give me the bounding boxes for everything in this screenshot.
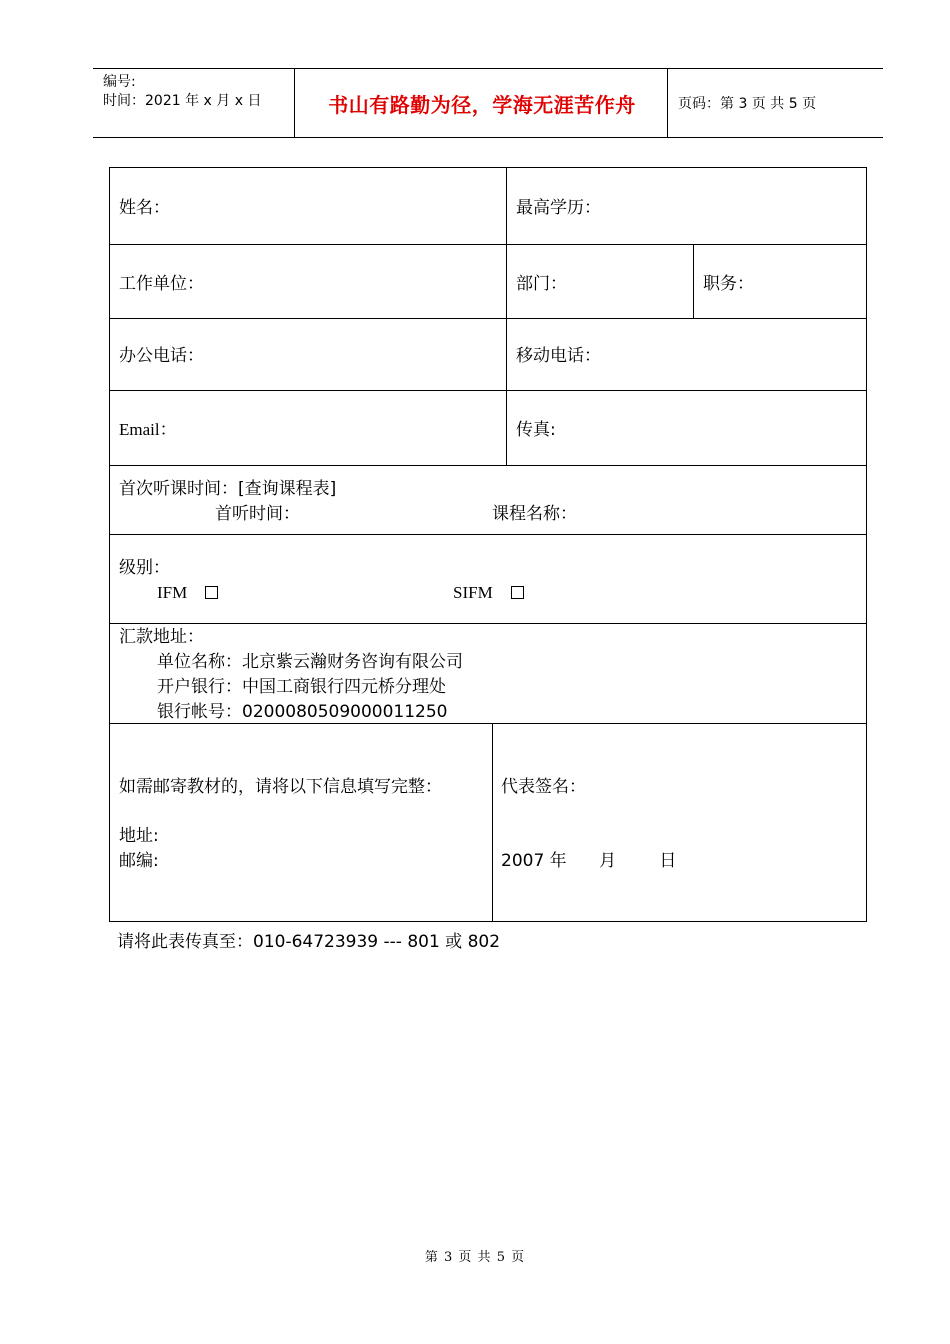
page-header [93, 68, 883, 138]
employer-label: 工作单位： [119, 274, 204, 294]
header-page-label: 页码：第 3 页 共 5 页 [678, 96, 817, 112]
header-divider [294, 69, 295, 137]
name-label: 姓名： [119, 198, 170, 218]
position-label: 职务： [703, 274, 754, 294]
column-divider [506, 168, 507, 465]
address-label: 地址: [119, 826, 159, 846]
row-divider [110, 623, 866, 624]
postcode-label: 邮编: [119, 851, 159, 871]
bank-line: 开户银行：中国工商银行四元桥分理处 [157, 677, 446, 697]
level-label: 级别： [119, 558, 170, 578]
office-phone-label: 办公电话： [119, 346, 204, 366]
account-line: 银行帐号：0200080509000011250 [157, 702, 448, 722]
page-footer: 第 3 页 共 5 页 [424, 1250, 526, 1265]
checkbox-icon[interactable] [511, 586, 524, 599]
header-motto: 书山有路勤为径，学海无涯苦作舟 [328, 92, 636, 117]
checkbox-icon[interactable] [205, 586, 218, 599]
mobile-label: 移动电话： [516, 346, 601, 366]
education-label: 最高学历： [516, 198, 601, 218]
first-time-label: 首听时间： [215, 504, 300, 524]
mail-instruction: 如需邮寄教材的，请将以下信息填写完整： [119, 777, 442, 797]
column-divider [693, 244, 694, 318]
level-option-ifm[interactable] [157, 583, 218, 603]
company-line: 单位名称：北京紫云瀚财务咨询有限公司 [157, 652, 463, 672]
level-option-label: SIFM [453, 583, 493, 602]
level-option-sifm[interactable] [453, 583, 524, 603]
header-divider [667, 69, 668, 137]
row-divider [110, 318, 866, 319]
row-divider [110, 465, 866, 466]
registration-form [109, 167, 867, 922]
date-line: 2007 年 月 日 [501, 851, 677, 871]
column-divider [492, 723, 493, 921]
time-label: 时间：2021 年 x 月 x 日 [103, 93, 262, 109]
level-option-label: IFM [157, 583, 188, 602]
fax-label: 传真: [516, 420, 556, 440]
department-label: 部门： [516, 274, 567, 294]
email-label: Email： [119, 420, 177, 439]
signature-label: 代表签名： [501, 777, 586, 797]
row-divider [110, 723, 866, 724]
row-divider [110, 534, 866, 535]
fax-note: 请将此表传真至：010-64723939 --- 801 或 802 [117, 932, 501, 952]
number-label: 编号: [103, 74, 136, 90]
course-name-label: 课程名称： [492, 504, 577, 524]
row-divider [110, 244, 866, 245]
header-meta [103, 73, 261, 111]
first-class-label: 首次听课时间：[查询课程表] [119, 479, 337, 499]
remit-label: 汇款地址： [119, 627, 204, 647]
row-divider [110, 390, 866, 391]
